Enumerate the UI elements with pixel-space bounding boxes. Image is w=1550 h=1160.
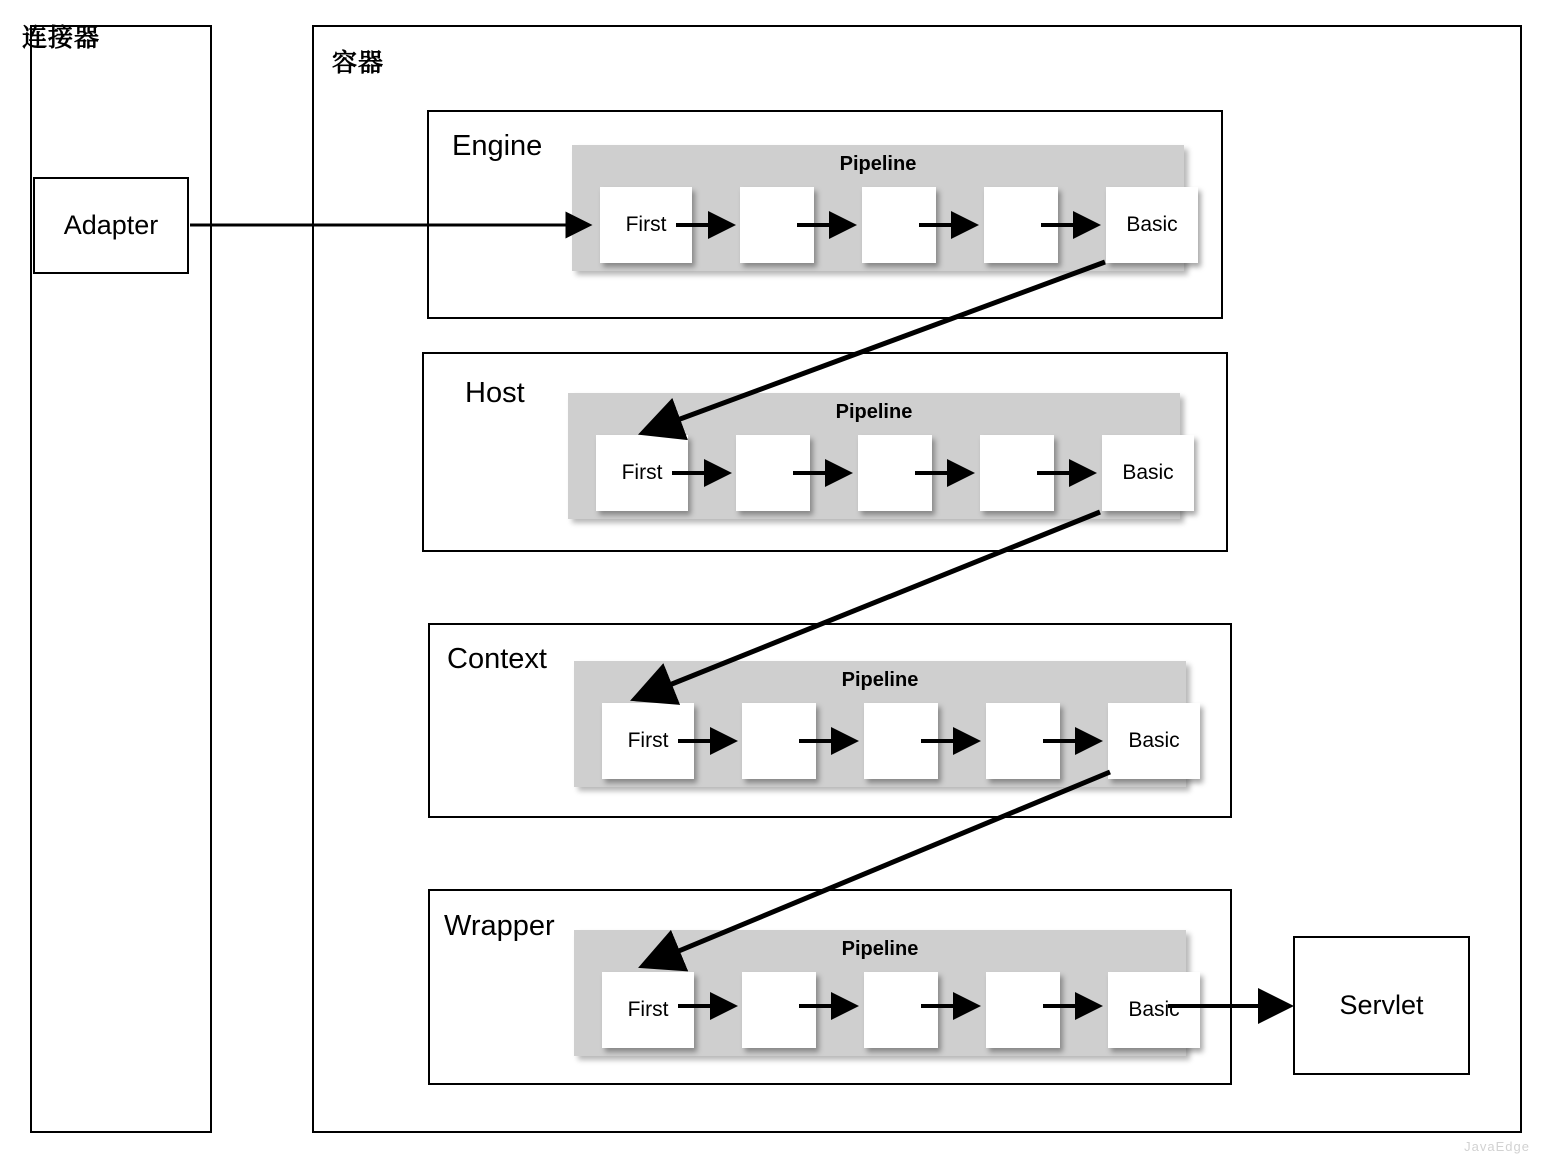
wrapper-valve-first: First (602, 972, 694, 1048)
engine-valve-2 (740, 187, 814, 263)
context-valve-4 (986, 703, 1060, 779)
container-panel-title: 容器 (332, 49, 385, 77)
servlet-label: Servlet (1339, 990, 1424, 1020)
host-title: Host (465, 377, 525, 409)
context-title: Context (447, 643, 547, 675)
wrapper-valve-4 (986, 972, 1060, 1048)
context-pipeline (574, 661, 1186, 787)
engine-title: Engine (452, 130, 543, 162)
wrapper-valve-basic: Basic (1108, 972, 1200, 1048)
adapter-box (33, 177, 189, 274)
context-valve-basic: Basic (1108, 703, 1200, 779)
adapter-label: Adapter (63, 210, 159, 240)
watermark: JavaEdge (1464, 1139, 1530, 1154)
engine-valve-first: First (600, 187, 692, 263)
host-valve-basic: Basic (1102, 435, 1194, 511)
engine-valve-basic: Basic (1106, 187, 1198, 263)
context-pipeline-label: Pipeline (841, 669, 919, 691)
host-valve-2 (736, 435, 810, 511)
context-valve-first: First (602, 703, 694, 779)
host-pipeline-label: Pipeline (835, 401, 913, 423)
context-valve-3 (864, 703, 938, 779)
wrapper-valve-3 (864, 972, 938, 1048)
wrapper-pipeline (574, 930, 1186, 1056)
context-valve-2 (742, 703, 816, 779)
host-valve-4 (980, 435, 1054, 511)
host-valve-3 (858, 435, 932, 511)
wrapper-pipeline-label: Pipeline (841, 938, 919, 960)
engine-valve-4 (984, 187, 1058, 263)
wrapper-valve-2 (742, 972, 816, 1048)
engine-pipeline (572, 145, 1184, 271)
servlet-box (1293, 936, 1470, 1075)
host-pipeline (568, 393, 1180, 519)
connector-panel-title: 连接器 (22, 24, 101, 52)
engine-pipeline-label: Pipeline (839, 153, 917, 175)
host-valve-first: First (596, 435, 688, 511)
wrapper-title: Wrapper (444, 910, 555, 942)
engine-valve-3 (862, 187, 936, 263)
